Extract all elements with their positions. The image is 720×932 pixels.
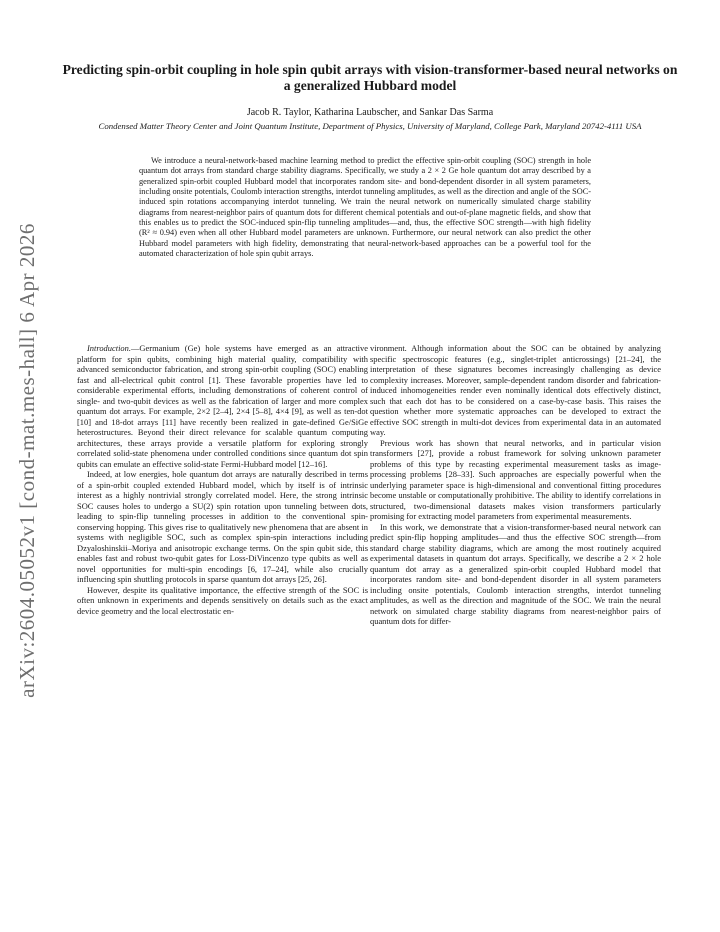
right-column [370,343,661,627]
body-paragraph-neural-networks: Previous work has shown that neural networks, and in particular vision transformers [27], provide a robust framework for solving unknown parameter problems of this type by recasting experimental measurement tasks as image-processing problems [28–33]. Such approaches are especially powerful when the underlying parameter space is high-dimensional and conventional fitting procedures become unstable or computationally prohibitive. The ability to identify correlations in structured, two-dimensional datasets makes vision transformers particularly promising for extracting model parameters from experimental measurements. [370,437,661,521]
arxiv-identifier-stamp [10,200,44,720]
intro-paragraph-2: Indeed, at low energies, hole quantum dot arrays are naturally described in terms of a spin-orbit coupled extended Hubbard model, which by itself is of intrinsic interest as a highly nontrivial strongly correlated model. Here, the strong intrinsic SOC causes holes to undergo a SU(2) spin rotation upon tunneling between dots, leading to spin-flip tunneling processes in addition to the conventional spin-conserving hopping. This gives rise to qualitatively new phenomena that are absent in systems with negligible SOC, such as complex spin-spin interactions including Dzyaloshinskii–Moriya and anisotropic exchange terms. On the spin qubit side, this enables fast and robust two-qubit gates for Loss-DiVincenzo type qubits as well as novel opportunities for multi-spin encodings [6, 17–24], while also crucially influencing spin shuttling protocols in sparse quantum dot arrays [25, 26]. [77,469,368,584]
intro-paragraph-3: However, despite its qualitative importance, the effective strength of the SOC is often unknown in experiments and depends sensitively on details such as the exact device geometry and the local electrostatic en- [77,584,368,616]
arxiv-identifier-text: arXiv:2604.05052v1 [cond-mat.mes-hall] 6 Apr 2026 [14,222,39,698]
body-paragraph-this-work: In this work, we demonstrate that a vision-transformer-based neural network can predict spin-flip hopping amplitudes—and thus the effective SOC strength—from standard charge stability diagrams, which are among the most routinely acquired experimental datasets in quantum dot arrays. Specifically, we describe a 2 × 2 hole quantum dot array as a generalized spin-orbit coupled Hubbard model that incorporates random site- and bond-dependent disorder in all system parameters including onsite potentials, Coulomb interaction strengths, interdot tunneling amplitudes, as well as the direction and magnitude of the SOC. We train the neural network on simulated charge stability diagrams from nearest-neighbor pairs of quantum dots for differ- [370,521,661,626]
intro-paragraph-1-text: —Germanium (Ge) hole systems have emerged as an attractive platform for spin qubits, combining high material quality, compatibility with advanced semiconductor fabrication, and strong spin-orbit coupling (SOC) enabling fast and all-electrical qubit control [1]. These favorable properties have led to considerable experimental efforts, including demonstrations of coherent control of single- and two-qubit devices as well as the fabrication of larger and more complex quantum dot arrays. For example, 2×2 [2–4], 2×4 [5–8], 4×4 [9], as well as ten-dot [10] and 18-dot arrays [11] have recently been realized in gate-defined Ge/SiGe heterostructures. Beyond their direct relevance for scalable quantum computing architectures, these arrays provide a versatile platform for exploring strongly correlated solid-state phenomena under controlled conditions since quantum dot spin qubits can emulate an effective solid-state Fermi-Hubbard model [12–16]. [77,343,368,469]
author-list: Jacob R. Taylor, Katharina Laubscher, and Sankar Das Sarma [246,107,494,118]
intro-paragraph-1 [77,343,368,469]
body-paragraph-continued: vironment. Although information about the SOC can be obtained by analyzing specific spectroscopic features (e.g., singlet-triplet anticrossings) [21–24], the interpretation of these signatures becomes increasingly challenging as device complexity increases. Moreover, sample-dependent random disorder and fabrication-induced inhomogeneities render even nominally identical dots effectively distinct, such that each dot has to be considered on a case-by-case basis. This raises the question whether more systematic approaches can be developed to extract the effective SOC strength in multi-dot devices from experimental data in an automated way. [370,343,661,437]
left-column [77,343,368,616]
affiliation: Condensed Matter Theory Center and Joint Quantum Institute, Department of Physics, University of Maryland, College Park, Maryland 20742-4111 USA [98,121,642,131]
intro-lead: Introduction. [87,343,131,353]
paper-title: Predicting spin-orbit coupling in hole spin qubit arrays with vision-transformer-based neural networks on a generalized Hubbard model [62,62,678,93]
abstract: We introduce a neural-network-based machine learning method to predict the effective spin-orbit coupling (SOC) strength in hole quantum dot arrays from standard charge stability diagrams. Specifically, we study a 2 × 2 Ge hole quantum dot array described by a generalized spin-orbit coupled Hubbard model that incorporates random site- and bond-dependent disorder in all system parameters, including onsite potentials, Coulomb interaction strengths, interdot tunneling amplitudes, as well as the direction and angle of the SOC-induced spin rotations accompanying interdot tunneling. We train the neural network on numerically simulated charge stability diagrams from nearest-neighbor pairs of quantum dots for different chemical potentials and out-of-plane magnetic fields, and show that this enables us to predict the SOC-induced spin-flip tunneling amplitudes—and, thus, the effective SOC strength—with high fidelity (R² ≈ 0.94) even when all other Hubbard model parameters are unknown. Furthermore, our neural network can also predict the other Hubbard model parameters with high fidelity, demonstrating that neural-network-based approaches can be a powerful tool for the automated characterization of hole spin qubit arrays. [139,156,591,259]
